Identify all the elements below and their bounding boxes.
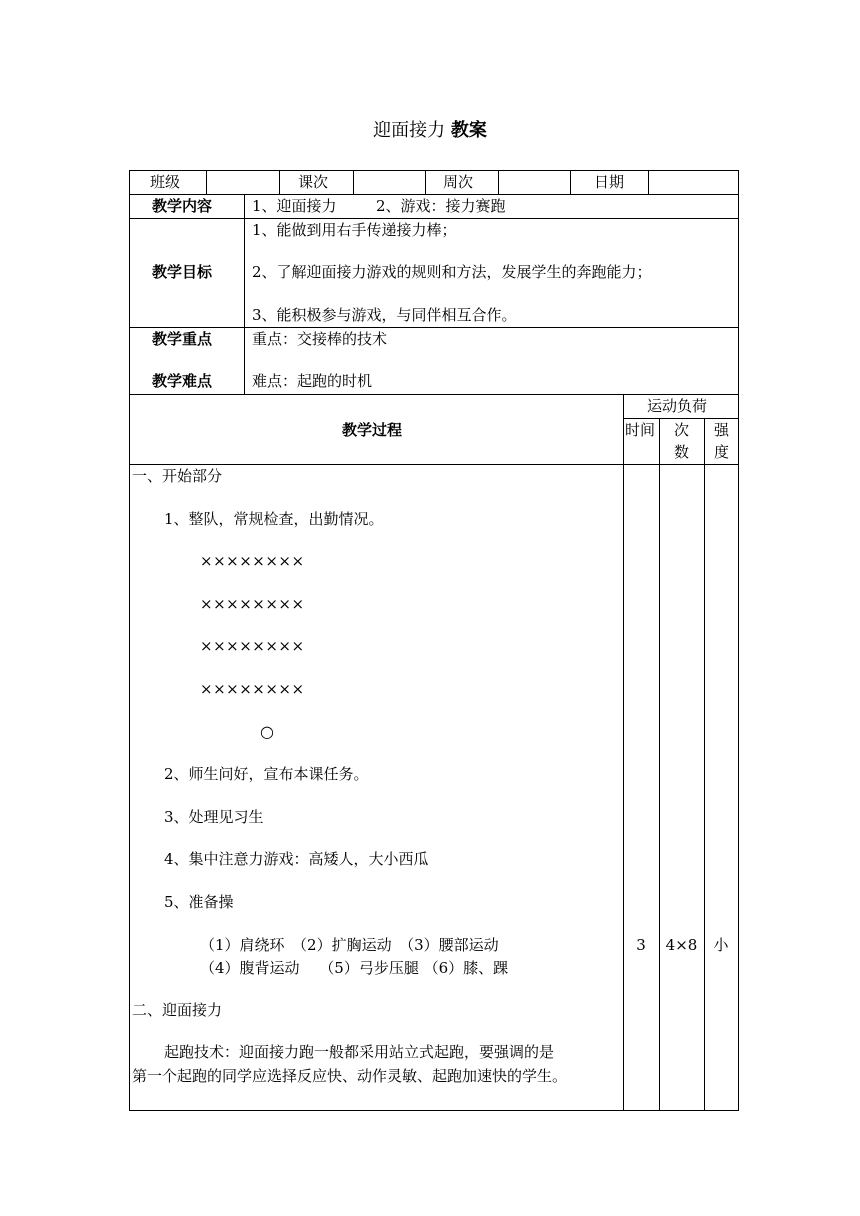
step-2: 2、师生问好，宣布本课任务。 bbox=[164, 765, 369, 783]
formation-row-4: ×××××××× bbox=[200, 680, 305, 698]
start-technique-line-2: 第一个起跑的同学应选择反应快、动作灵敏、起跑加速快的学生。 bbox=[132, 1067, 568, 1085]
exercise-line-2: （4）腹背运动 （5）弓步压腿 （6）膝、踝 bbox=[200, 959, 509, 977]
process-label: 教学过程 bbox=[342, 421, 403, 439]
date-label: 日期 bbox=[594, 173, 625, 191]
exercise-line-1: （1）肩绕环 （2）扩胸运动 （3）腰部运动 bbox=[200, 936, 499, 954]
goals-label: 教学目标 bbox=[152, 263, 213, 281]
goal-3: 3、能积极参与游戏，与同伴相互合作。 bbox=[252, 306, 517, 324]
start-technique-line-1: 起跑技术：迎面接力跑一般都采用站立式起跑，要强调的是 bbox=[164, 1043, 555, 1061]
count-label-2: 数 bbox=[674, 443, 690, 461]
load-count-value: 4×8 bbox=[665, 936, 698, 954]
step-3: 3、处理见习生 bbox=[164, 808, 264, 826]
part-2-heading: 二、迎面接力 bbox=[132, 1001, 223, 1019]
time-label: 时间 bbox=[625, 421, 656, 439]
key-point-text: 重点：交接棒的技术 bbox=[252, 330, 388, 348]
load-label: 运动负荷 bbox=[647, 397, 708, 415]
load-intensity-value: 小 bbox=[713, 936, 729, 954]
content-item-1: 1、迎面接力 bbox=[252, 197, 337, 215]
part-1-heading: 一、开始部分 bbox=[132, 467, 223, 485]
intensity-label-1: 强 bbox=[714, 421, 730, 439]
step-4: 4、集中注意力游戏：高矮人，大小西瓜 bbox=[164, 850, 429, 868]
intensity-label-2: 度 bbox=[714, 443, 730, 461]
class-label: 班级 bbox=[150, 173, 181, 191]
lesson-label: 课次 bbox=[298, 173, 329, 191]
teacher-mark: ○ bbox=[260, 722, 274, 741]
title-bold: 教案 bbox=[450, 120, 487, 141]
step-5: 5、准备操 bbox=[164, 893, 234, 911]
goal-1: 1、能做到用右手传递接力棒； bbox=[252, 221, 457, 239]
difficulty-label: 教学难点 bbox=[152, 372, 213, 390]
formation-row-3: ×××××××× bbox=[200, 637, 305, 655]
load-time-value: 3 bbox=[636, 936, 646, 954]
key-point-label: 教学重点 bbox=[152, 330, 213, 348]
formation-row-1: ×××××××× bbox=[200, 552, 305, 570]
difficulty-text: 难点：起跑的时机 bbox=[252, 372, 373, 390]
goal-2: 2、了解迎面接力游戏的规则和方法，发展学生的奔跑能力； bbox=[252, 263, 652, 281]
formation-row-2: ×××××××× bbox=[200, 595, 305, 613]
content-label: 教学内容 bbox=[152, 197, 213, 215]
step-1: 1、整队，常规检查，出勤情况。 bbox=[164, 510, 384, 528]
count-label-1: 次 bbox=[674, 421, 690, 439]
content-item-2: 2、游戏：接力赛跑 bbox=[376, 197, 506, 215]
week-label: 周次 bbox=[443, 173, 474, 191]
title-main: 迎面接力 bbox=[373, 120, 451, 141]
